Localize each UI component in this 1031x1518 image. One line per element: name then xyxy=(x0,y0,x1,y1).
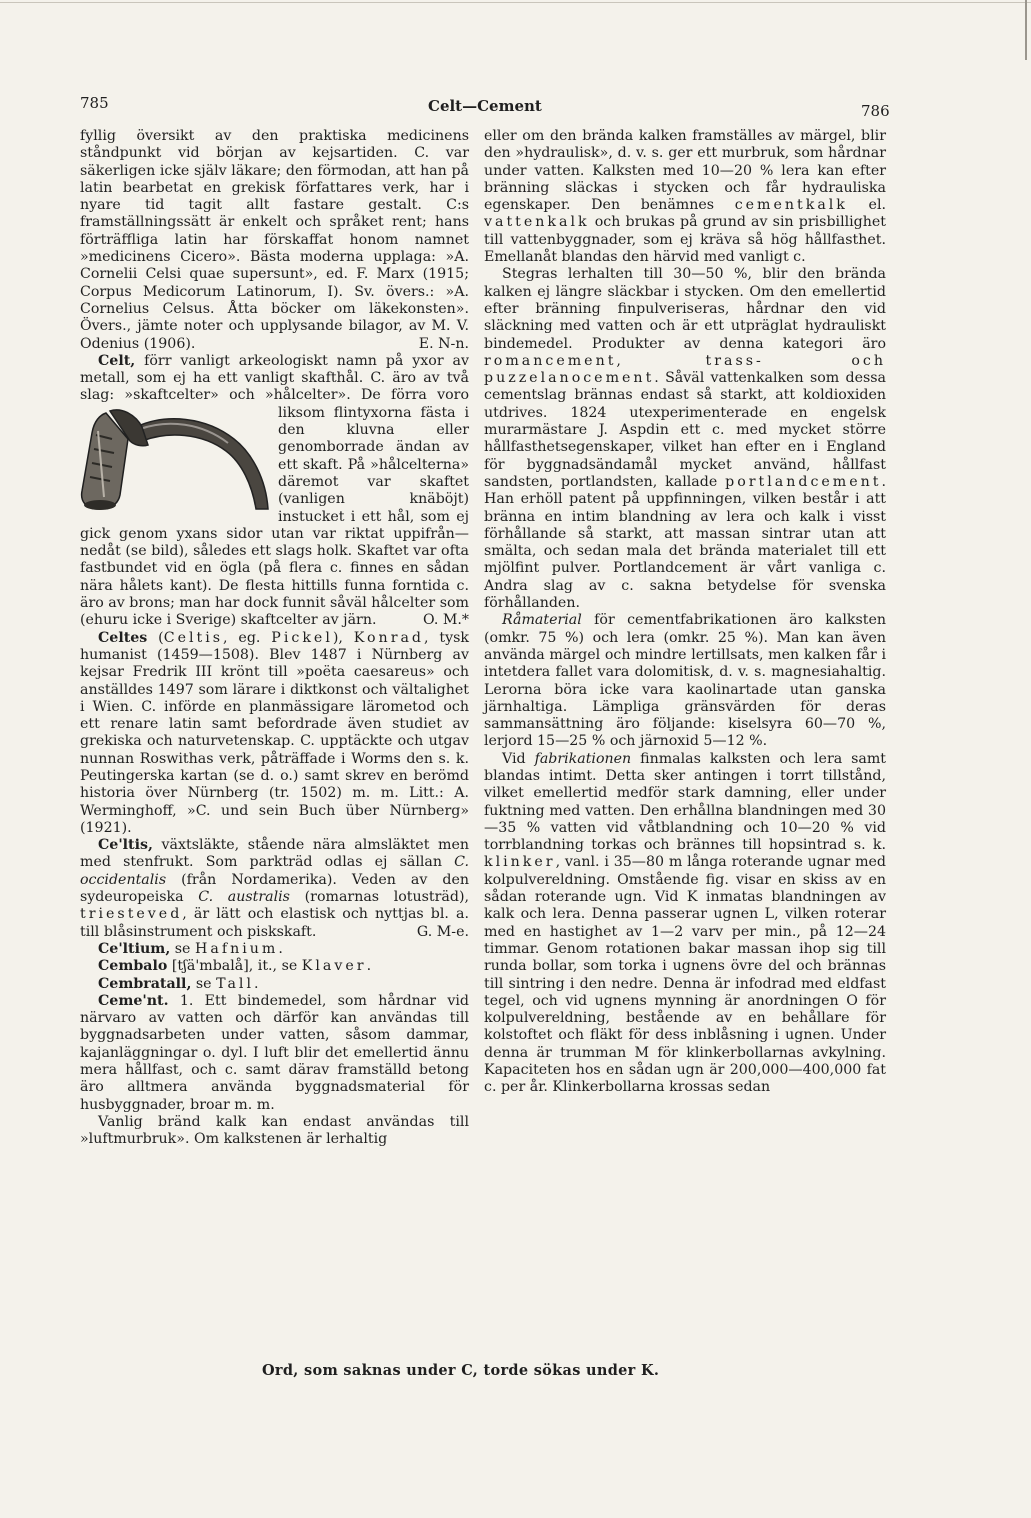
spaced-term: vattenkalk xyxy=(484,214,590,231)
entry-text: se xyxy=(195,975,212,992)
entry-celtis xyxy=(80,837,469,941)
spaced-term: portlandcement xyxy=(725,473,882,490)
spaced-name: Konrad xyxy=(353,629,425,646)
entry-cembratall: Cembratall, se Tall. xyxy=(98,975,259,992)
paragraph-text: eller om den brända kalken framställes av märgel, blir den »hydraulisk», d. v. s. ger ett murbruk, som hårdnar under vatten. Kalksten med 10—20 % lera kan efter bränning släckas i stycken och får hydrauliska egenskaper. Den benämnes xyxy=(484,128,886,214)
page-number-left: 785 xyxy=(80,94,109,112)
paragraph-text: . Han erhöll patent på uppfinningen, vilken består i att bränna en intim blandning av lera och kalk i visst förhållande så starkt, att massan sintrar utan att smälta, och sedan mala det brända materialet till ett mjölfint pulver. Portlandcement är vårt vanliga c. Andra slag av c. sakna betydelse för svenska förhållanden. xyxy=(484,473,886,612)
cross-reference: Hafnium xyxy=(194,940,279,957)
spaced-name: Pickel xyxy=(271,629,333,646)
running-title: Celt—Cement xyxy=(428,97,542,115)
entry-headword: Cembratall, xyxy=(98,975,192,992)
right-column xyxy=(484,128,886,1097)
entry-headword: Ce'ltium, xyxy=(98,940,171,957)
spaced-name: Celtis xyxy=(163,629,224,646)
paragraph-text: el. xyxy=(868,197,886,214)
entry-cembalo: Cembalo [tʃä'mbalå], it., se Klaver. xyxy=(98,958,372,975)
page-edge-mark xyxy=(1025,0,1027,60)
text-fragment: ), xyxy=(332,629,343,646)
italic-term: fabrikationen xyxy=(534,750,632,767)
entry-cement xyxy=(80,993,469,1114)
paragraph-hydraulic xyxy=(484,128,886,266)
text-fragment: , eg. xyxy=(223,629,261,646)
entry-headword: Ce'ltis, xyxy=(98,837,153,854)
spaced-term: cementkalk xyxy=(734,197,848,214)
paragraph-text: , xyxy=(616,352,621,369)
species-name: C. occidentalis xyxy=(80,854,469,888)
entry-text: (från Nordamerika). Veden av den sydeuropeiska xyxy=(80,871,469,906)
paragraph-fabrication xyxy=(484,751,886,1097)
paragraph-cement-2: Vanlig bränd kalk kan endast användas till »luftmurbruk». Om kalkstenen är lerhaltig xyxy=(80,1113,469,1148)
entry-text: (romarnas lotusträd), xyxy=(304,889,469,906)
entry-headword: Celtes xyxy=(98,629,148,646)
spaced-term: klinker xyxy=(484,854,556,871)
species-name: C. australis xyxy=(198,889,290,906)
entry-text: [tʃä'mbalå], it., se xyxy=(171,958,298,975)
entry-headword: Celt, xyxy=(98,352,136,369)
paragraph-raw-material xyxy=(484,612,886,750)
paragraph-text: fyllig översikt av den praktiska medicinens ståndpunkt vid början av kejsartiden. C. var säkerligen icke själv läkare; den förmodan, att han på latin bearbetat en grekisk författares verk, har i nyare tid tagit allt fastare gestalt. C:s framställningssätt är enkelt och språket rent; hans förträffliga latin har förskaffat honom namnet »medicinens Cicero». Bästa moderna upplaga: »A. Cornelii Celsi quae supersunt», ed. F. Marx (1915; Corpus Medicorum Latinorum, I). Sv. övers.: »A. Cornelius Celsus. Åtta böcker om läkekonsten». Övers., jämte noter och upplysande bilagor, av M. V. Odenius (1906). xyxy=(80,128,469,352)
entry-text: förr vanligt arkeologiskt namn på yxor av metall, som ej ha ett vanligt skafthål. C. äro av två slag: »skaftcelter» och »hålcelter». De förra voro liksom flintyxorna xyxy=(80,352,470,421)
entry-text: , tysk humanist (1459—1508). Blev 1487 i Nürnberg av kejsar Fredrik III krönt till »poëta caesareus» och anställdes 1497 som lärare i diktkonst och vältalighet i Wien. C. införde en planmässigare lärometod och ett renare latin samt befordrade även studiet av grekiska och naturvetenskap. C. upptäckte och utgav nunnan Roswithas verk, påträffade i Worms den s. k. Peutingerska kartan (se d. o.) samt skrev en berömd historia över Nürnberg (tr. 1502) m. m. Litt.: A. Werminghoff, »C. und sein Buch über Nürnberg» (1921). xyxy=(80,629,470,836)
author-signature: O. M.* xyxy=(423,612,469,629)
paragraph-text: för cementfabrikationen äro kalksten (omkr. 75 %) och lera (omkr. 25 %). Man kan även använda märgel och mindre lertillsats, men kalken får i intetdera fallet vara dolomitisk, d. v. s. magnesiahaltig. Lerorna böra icke vara kaolinartade utan ganska järnhaltiga. Lämpliga gränsvärden för deras sammansättning äro följande: kiselsyra 60—70 %, lerjord 15—25 % och järnoxid 5—12 %. xyxy=(484,612,886,750)
entry-text: se xyxy=(174,940,191,957)
left-column xyxy=(80,128,469,1149)
paragraph-text: Stegras lerhalten till 30—50 %, blir den brända kalken ej längre släckbar i stycken. Om den emellertid efter bränning finpulveriseras, hårdnar den vid släckning med vatten och är ett utpräglat hydrauliskt bindemedel. Produkter av denna kategori äro xyxy=(484,266,886,352)
paragraph-text: finmalas kalksten och lera samt blandas intimt. Detta sker antingen i torrt tillstånd, vilket emellertid medför stark damning, eller under fuktning med vatten. Den erhållna blandningen med 30—35 % vatten vid våtblandning och 10—20 % vid torrblandning torkas och brännes till hopsintrad s. k. xyxy=(484,750,887,854)
author-signature: E. N-n. xyxy=(418,335,469,352)
spaced-term: triesteved xyxy=(80,906,183,923)
italic-term: Råmaterial xyxy=(502,612,582,629)
paragraph-celsus-end xyxy=(80,128,469,353)
paragraph-text: . Såväl vattenkalken som dessa cementslag brännas endast så starkt, att koldioxiden utdrives. 1824 utexperimenterade en engelsk murarmästare J. Aspdin ett c. med mycket större hållfasthetsegenskaper, vilket han efter en i England för byggnadsändamål mycket använd, hållfast sandsten, portlandsten, kallade xyxy=(484,370,886,490)
paragraph-portland xyxy=(484,266,886,612)
paragraph-text: och brukas på grund av sin prisbillighet till vattenbyggnader, som ej kräva så hög hållfasthet. Emellanåt blandas den härvid med vanligt c. xyxy=(484,214,886,266)
entry-headword: Cembalo xyxy=(98,958,168,975)
entry-celtes xyxy=(80,630,469,838)
paragraph-text: Vid xyxy=(502,750,526,767)
entry-text: 1. Ett bindemedel, som hårdnar vid närvaro av vatten och därför kan användas till byggnadsarbeten under vatten, såsom dammar, kajanläggningar o. dyl. I luft blir det emellertid ännu mera hållfast, och c. samt därav framställd betong äro alltmera använda byggnadsmaterial för husbyggnader, broar m. m. xyxy=(80,992,470,1113)
footer-note: Ord, som saknas under C, torde sökas under K. xyxy=(262,1362,660,1379)
cross-reference: Klaver xyxy=(301,958,367,975)
paragraph-text: , vanl. i 35—80 m långa roterande ugnar med kolpulvereldning. Omstående fig. visar en skiss av en sådan roterande ugn. Vid K inmatas blandningen av kalk och lera. Denna passerar ugnen L, vilken roterar med en hastighet av 1—2 varv per min., på 12—24 timmar. Genom rotationen bakar massan ihop sig till runda bollar, som torka i ugnens övre del och brännas till sintring i den nedre. Denna är infodrad med eldfast tegel, och vid ugnens mynning är anordningen O för kolpulvereldning, bestående av en behållare för kolstoftet och fläkt för dess inblåsning i ugnen. Under denna är trumman M för klinkerbollarnas avkylning. Kapaciteten hos en sådan ugn är 200,000—400,000 fat c. per år. Klinkerbollarna krossas sedan xyxy=(484,854,886,1096)
entry-headword: Ceme'nt. xyxy=(98,992,169,1009)
entry-text: , är lätt och elastisk och nyttjas bl. a. till blåsinstrument och piskskaft. xyxy=(80,906,469,940)
entry-celtium: Ce'ltium, se Hafnium. xyxy=(98,940,283,957)
spaced-term: romancement xyxy=(484,352,617,369)
page-edge-line xyxy=(0,2,1031,3)
spaced-term: trass- och puzzelanocement xyxy=(484,352,886,387)
bronze-celt-illustration xyxy=(76,405,272,517)
text-fragment: ( xyxy=(158,629,164,646)
author-signature: G. M-e. xyxy=(416,923,469,940)
cross-reference: Tall xyxy=(216,975,255,992)
entry-text: växtsläkte, stående nära almsläktet men med stenfrukt. Som parkträd odlas ej sällan xyxy=(80,837,469,871)
entry-text-continued: fästa i den kluvna eller genomborrade ändan av ett skaft. På »hålcelterna» däremot var skaftet (vanligen knäböjt) instucket i ett hål, som ej gick genom yxans sidor utan var riktat uppifrån—nedåt (se bild), således ett slags holk. Skaftet var ofta fastbundet vid en ögla (på flera c. finnes en sådan nära hålets kant). De flesta hittills funna forntida c. äro av brons; man har dock funnit såväl hålcelter som (ehuru icke i Sverige) skaftcelter av järn. xyxy=(80,404,469,629)
page-number-right: 786 xyxy=(861,102,890,120)
entry-celt xyxy=(80,353,469,630)
